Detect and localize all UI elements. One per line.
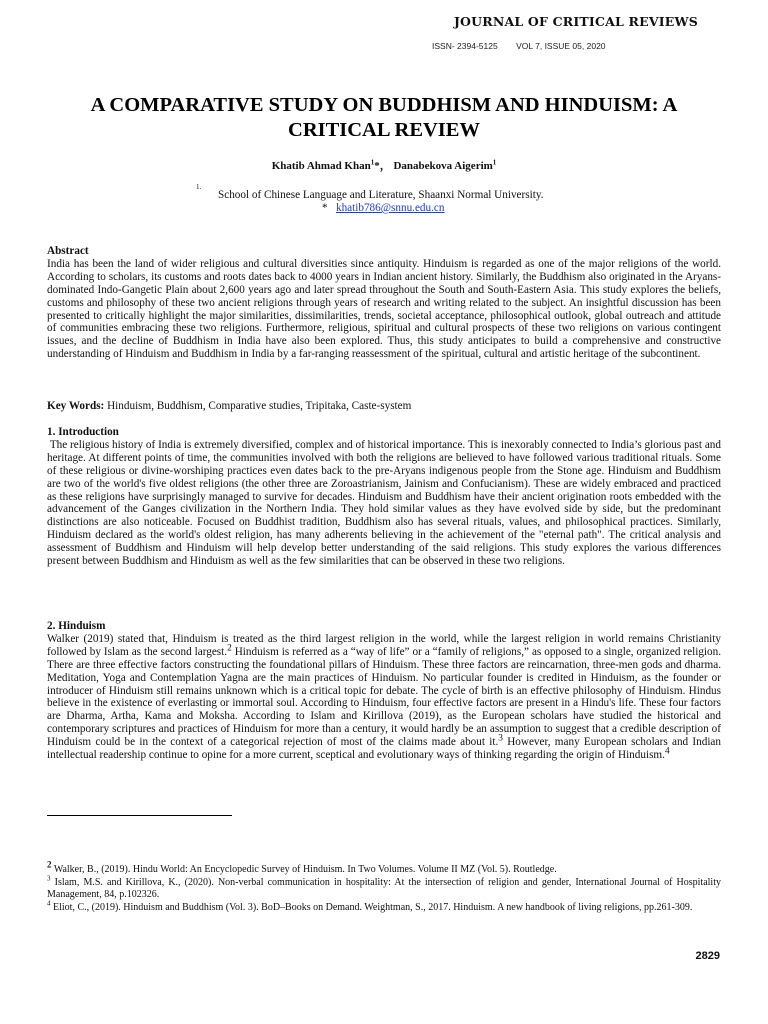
- abstract-heading: Abstract: [47, 245, 89, 257]
- abstract-section: [47, 245, 721, 361]
- introduction-section: [47, 426, 724, 568]
- hinduism-text-part-2: Hinduism is referred as a “way of life” or a “family of religions,” as opposed to a single, organized religion. There are three effective factors constructing the foundational pillars of Hinduism. These three factors are reincarnation, three-men gods and dharma. Meditation, Yoga and Contemplation Yagna are the main practices of Hinduism. No particular founder is credited in Hinduism, as the founder or introducer of Hinduism still remains unknown which is a critical topic for debate. The cycle of birth is an effective philosophy of Hinduism. Hindus believe in the existence of everlasting or immortal soul. According to Hinduism, four effective factors are present in a Hindu's life. These four factors are Dharma, Artha, Kama and Moksha. According to Islam and Kirillova (2019), as the European scholars have studied the historical and contemporary scriptures and practices of Hinduism for more than a century, it would hardly be an assumption to suggest that a credible description of Hinduism could be in the context of a categorical rejection of most of the claims made about it.: [47, 645, 722, 749]
- author-separator: ，: [379, 160, 391, 172]
- footnote-divider: [47, 815, 232, 816]
- keywords-label: Key Words:: [47, 400, 105, 412]
- author-2: Danabekova Aigerim: [393, 160, 493, 172]
- paper-title: A COMPARATIVE STUDY ON BUDDHISM AND HINDUISM: A CRITICAL REVIEW: [90, 94, 678, 141]
- issn: ISSN- 2394-5125: [432, 41, 498, 51]
- author-1-affiliation-mark: 1: [370, 158, 375, 167]
- affiliation-number: 1.: [196, 183, 202, 191]
- footnote-3: [47, 874, 721, 901]
- author-2-affiliation-mark: 1: [492, 158, 497, 167]
- keywords-text: Hinduism, Buddhism, Comparative studies, Tripitaka, Caste-system: [104, 400, 412, 412]
- email-star: *: [322, 202, 328, 214]
- corresponding-mark: *: [374, 160, 380, 172]
- email-link[interactable]: khatib786@snnu.edu.cn: [335, 202, 445, 214]
- issn-line: [432, 41, 622, 51]
- hinduism-heading: 2. Hinduism: [47, 620, 106, 632]
- footnote-2: [47, 859, 721, 876]
- keywords-line: [47, 400, 721, 413]
- footnote-2-number: 2: [47, 859, 52, 870]
- hinduism-section: [47, 620, 721, 762]
- footnote-3-number: 3: [47, 874, 51, 883]
- introduction-text: The religious history of India is extremely diversified, complex and of historical importance. This is inexorably connected to India’s glorious past and heritage. At different points of time, the communities involved with both the religions are believed to have followed various traditional rituals. Some of these religious or divine-worshiping practices even dates back to the pre-Aryans indigenous people from the Stone age. Hinduism and Buddhism are two of the world's five oldest religions (the other three are Zoroastrianism, Jainism and Confucianism). These are widely embraced and practiced as these religions have surprisingly managed to survive for decades. Hinduism and Buddhism have their ancient origination roots embedded with the advancement of the Ganges civilization in the Northern India. They hold similar values as they have evolved side by side, but the predominant distinctions are also noticeable. Focused on Buddhist tradition, Buddhism also has several rituals, values, and philosophical practices. Similarly, Hinduism declared as the world's oldest religion, has many adherents believing in the achievement of the "eternal path". The critical analysis and assessment of Buddhism and Hinduism will help develop better understanding of the said religions. This study explores the various differences present between Buddhism and Hinduism as well as the few similarities that can be observed in these two religions.: [47, 438, 724, 568]
- footnote-4: [47, 899, 721, 914]
- footnotes: [47, 859, 721, 915]
- footnote-4-text: Eliot, C., (2019). Hinduism and Buddhism (Vol. 3). BoD–Books on Demand. Weightman, S., 2017. Hinduism. A new handbook of living religions, pp.261-309.: [50, 902, 693, 913]
- author-1: Khatib Ahmad Khan: [271, 160, 371, 172]
- page-number: 2829: [695, 950, 720, 962]
- affiliation-text: School of Chinese Language and Literature, Shaanxi Normal University.: [218, 189, 544, 201]
- footnote-ref-3[interactable]: 3: [498, 733, 503, 744]
- corresponding-email-line: [322, 202, 444, 214]
- author-line: [40, 157, 728, 173]
- abstract-text: India has been the land of wider religious and cultural diversities since antiquity. Hinduism is regarded as one of the major religions of the world. According to scholars, its customs and roots dates back to 4000 years in Indian ancient history. Similarly, the Buddhism also originated in the Aryans-dominated Indo-Gangetic Plain about 2,600 years ago and later spread throughout the South and South-Eastern Asia. This study explores the beliefs, customs and philosophy of these two ancient religions through years of research and writing related to the subject. An insightful discussion has been presented to critically highlight the major similarities, dissimilarities, trends, societal acceptance, philosophical outlook, global outreach and attitude of communities embracing these two religions. Furthermore, religious, spiritual and cultural prospects of these two religions on various contingent issues, and the decline of Buddhism in India have also been explored. Thus, this study anticipates to build a comprehensive and constructive understanding of Hinduism and Buddhism in India by a far-ranging reassessment of the spiritual, cultural and artistic heritage of the subcontinent.: [47, 257, 721, 361]
- hinduism-text: [47, 633, 721, 762]
- journal-name: JOURNAL OF CRITICAL REVIEWS: [453, 14, 698, 29]
- hinduism-text-part-1: Walker (2019) stated that, Hinduism is treated as the third largest religion in the world, while the largest religion in world remains Christianity followed by Islam as the second largest.: [47, 632, 721, 658]
- introduction-heading: 1. Introduction: [47, 426, 119, 438]
- hinduism-text-part-3: However, many European scholars and Indian intellectual readership continue to opine for a more current, sceptical and evolutionary ways of thinking regarding the origin of Hinduism.: [47, 736, 721, 762]
- footnote-4-number: 4: [47, 899, 51, 908]
- footnote-2-text: Walker, B., (2019). Hindu World: An Encyclopedic Survey of Hinduism. In Two Volumes. Volume II MZ (Vol. 5). Routledge.: [51, 864, 557, 875]
- footnote-ref-2[interactable]: 2: [227, 643, 232, 654]
- footnote-3-text: Islam, M.S. and Kirillova, K., (2020). Non-verbal communication in hospitality: At the intersection of religion and gender, International Journal of Hospitality Management, 84, p.102326.: [47, 877, 721, 900]
- volume-issue: VOL 7, ISSUE 05, 2020: [516, 41, 606, 51]
- footnote-ref-4[interactable]: 4: [664, 746, 670, 757]
